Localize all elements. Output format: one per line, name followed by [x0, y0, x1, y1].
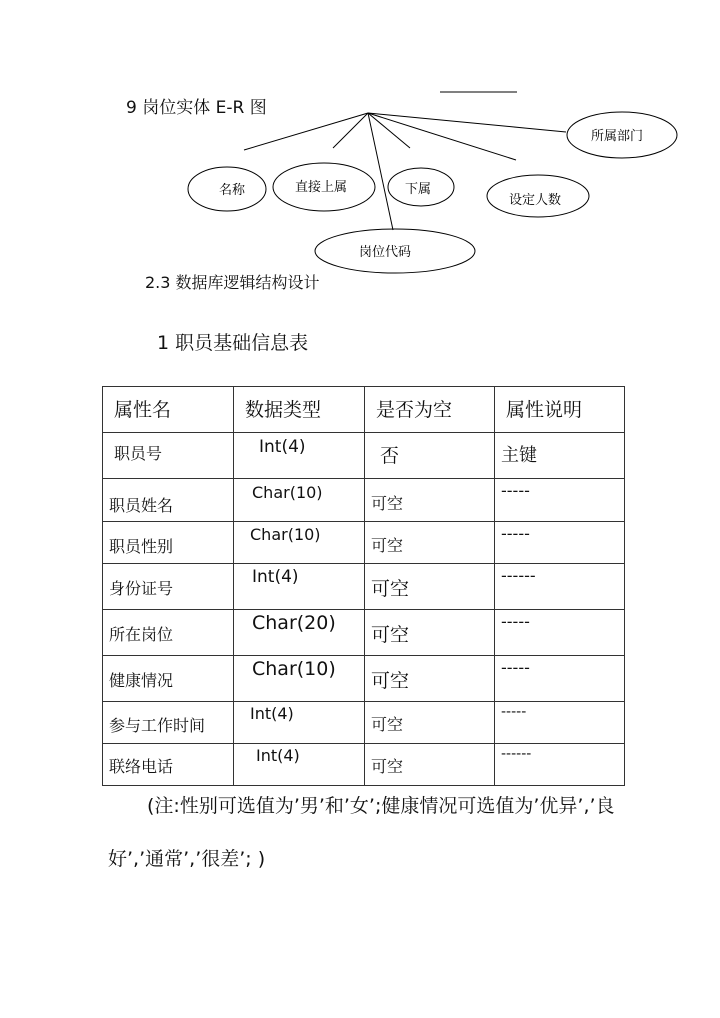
table-cell: 可空	[365, 522, 495, 564]
table-header-cell: 数据类型	[234, 387, 365, 433]
table-row	[103, 564, 625, 610]
table-cell: 可空	[365, 702, 495, 744]
table-row	[103, 610, 625, 656]
table-cell: 职员姓名	[103, 479, 234, 522]
table-cell: Int(4)	[234, 564, 365, 610]
table-cell: 否	[365, 433, 495, 479]
table-cell: Char(10)	[234, 522, 365, 564]
table-cell: -----	[495, 610, 625, 656]
table-cell: 身份证号	[103, 564, 234, 610]
table-cell: 可空	[365, 479, 495, 522]
table-cell: Char(10)	[234, 479, 365, 522]
table-cell: 主键	[495, 433, 625, 479]
er-label-name: 名称	[218, 183, 246, 198]
table-row	[103, 656, 625, 702]
table-cell: 所在岗位	[103, 610, 234, 656]
section-heading: 2.3 数据库逻辑结构设计	[145, 273, 320, 292]
table-cell: -----	[495, 702, 625, 744]
table-cell: 健康情况	[103, 656, 234, 702]
er-diagram	[0, 0, 720, 290]
table-cell: Char(20)	[234, 610, 365, 656]
er-connectors	[244, 113, 566, 230]
table-cell: -----	[495, 479, 625, 522]
table-cell: 职员号	[103, 433, 234, 479]
er-attribute-name	[188, 167, 266, 211]
employee-table	[102, 386, 625, 786]
table-cell: ------	[495, 564, 625, 610]
er-attribute-subordinate	[388, 168, 454, 206]
note-line-2: 好’,’通常’,’很差’; )	[108, 848, 266, 870]
table-cell: 可空	[365, 610, 495, 656]
er-heading: 9 岗位实体 E-R 图	[126, 98, 267, 118]
er-label-department: 所属部门	[590, 129, 644, 144]
er-attribute-headcount	[487, 175, 589, 217]
table-cell: Int(4)	[234, 702, 365, 744]
er-label-subordinate: 下属	[404, 182, 432, 197]
table-cell: Char(10)	[234, 656, 365, 702]
er-label-superior: 直接上属	[294, 180, 348, 195]
table-cell: Int(4)	[234, 744, 365, 786]
er-attribute-superior	[273, 163, 375, 211]
table-cell: -----	[495, 522, 625, 564]
table-header-cell: 是否为空	[365, 387, 495, 433]
er-attribute-code	[315, 229, 475, 273]
er-label-code: 岗位代码	[358, 245, 412, 260]
note-line-1: (注:性别可选值为’男’和’女’;健康情况可选值为’优异’,’良	[147, 795, 615, 817]
table-header-cell: 属性说明	[495, 387, 625, 433]
table-cell: 职员性别	[103, 522, 234, 564]
table-cell: Int(4)	[234, 433, 365, 479]
er-attribute-department	[567, 112, 677, 158]
table-row	[103, 479, 625, 522]
table-row	[103, 702, 625, 744]
table-cell: -----	[495, 656, 625, 702]
table-row	[103, 744, 625, 786]
table-row	[103, 433, 625, 479]
table-cell: 可空	[365, 656, 495, 702]
table-header-row	[103, 387, 625, 433]
table-cell: ------	[495, 744, 625, 786]
table-cell: 参与工作时间	[103, 702, 234, 744]
table-cell: 可空	[365, 564, 495, 610]
table-title: 1 职员基础信息表	[157, 332, 309, 354]
er-label-headcount: 设定人数	[508, 193, 562, 208]
table-row	[103, 522, 625, 564]
table-cell: 可空	[365, 744, 495, 786]
table-header-cell: 属性名	[103, 387, 234, 433]
table-cell: 联络电话	[103, 744, 234, 786]
